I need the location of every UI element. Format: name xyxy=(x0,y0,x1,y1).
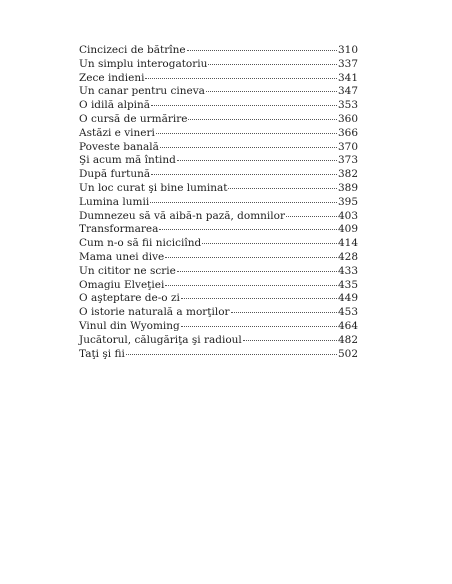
toc-entry xyxy=(79,72,358,86)
toc-entry-title: Transformarea xyxy=(79,223,159,236)
dot-leader xyxy=(243,340,337,341)
toc-entry xyxy=(79,279,358,293)
toc-entry-page: 370 xyxy=(337,140,358,153)
dot-leader xyxy=(228,188,336,189)
toc-entry-title: Omagiu Elveţiei xyxy=(79,278,165,291)
toc-entry xyxy=(79,292,358,306)
toc-entry-page: 310 xyxy=(337,44,358,56)
toc-entry-title: Vinul din Wyoming xyxy=(79,319,180,332)
toc-entry xyxy=(79,154,358,168)
toc-entry-page: 353 xyxy=(337,99,358,112)
toc-entry xyxy=(79,182,358,196)
dot-leader xyxy=(187,50,337,51)
dot-leader xyxy=(156,133,337,134)
toc-entry-title: Zece indieni xyxy=(79,71,145,84)
toc-entry-page: 395 xyxy=(337,195,358,208)
toc-entry-title: Un cititor ne scrie xyxy=(79,264,176,277)
toc-entry-title: Un canar pentru cineva xyxy=(79,85,205,98)
toc-entry xyxy=(79,251,358,265)
toc-entry-page: 449 xyxy=(337,292,358,305)
toc-entry-page: 502 xyxy=(337,347,358,360)
dot-leader xyxy=(151,105,337,106)
toc-entry xyxy=(79,265,358,279)
toc-entry-title: O idilă alpină xyxy=(79,99,151,112)
dot-leader xyxy=(160,147,337,148)
dot-leader xyxy=(206,91,337,92)
toc-entry xyxy=(79,141,358,155)
toc-entry-title: Un simplu interogatoriu xyxy=(79,57,208,70)
toc-entry-page: 366 xyxy=(337,126,358,139)
toc-entry-page: 389 xyxy=(337,181,358,194)
dot-leader xyxy=(126,354,337,355)
toc-entry xyxy=(79,127,358,141)
toc-entry xyxy=(79,99,358,113)
dot-leader xyxy=(181,298,337,299)
toc-entry-title: O istorie naturală a morţilor xyxy=(79,306,230,319)
toc-entry xyxy=(79,320,358,334)
dot-leader xyxy=(165,285,337,286)
toc-entry-page: 453 xyxy=(337,306,358,319)
toc-entry-page: 435 xyxy=(337,278,358,291)
toc-entry-title: O aşteptare de-o zi xyxy=(79,292,180,305)
toc-entry xyxy=(79,58,358,72)
toc-entry-page: 341 xyxy=(337,71,358,84)
toc-entry-title: Jucătorul, călugăriţa şi radioul xyxy=(79,333,242,346)
toc-entry-title: Cincizeci de bătrîne xyxy=(79,44,186,56)
toc-entry xyxy=(79,196,358,210)
toc-entry xyxy=(79,237,358,251)
toc-entry-page: 482 xyxy=(337,333,358,346)
toc-entry-page: 403 xyxy=(337,209,358,222)
dot-leader xyxy=(231,312,337,313)
dot-leader xyxy=(188,119,336,120)
dot-leader xyxy=(159,229,337,230)
toc-entry-page: 382 xyxy=(337,168,358,181)
toc-entry-title: Lumina lumii xyxy=(79,195,150,208)
toc-entry-page: 464 xyxy=(337,319,358,332)
table-of-contents xyxy=(79,44,358,361)
toc-entry-title: Dumnezeu să vă aibă-n pază, domnilor xyxy=(79,209,285,222)
dot-leader xyxy=(165,257,337,258)
toc-entry xyxy=(79,44,358,58)
dot-leader xyxy=(181,326,337,327)
dot-leader xyxy=(286,216,337,217)
dot-leader xyxy=(208,64,337,65)
toc-entry xyxy=(79,306,358,320)
dot-leader xyxy=(202,243,337,244)
toc-entry xyxy=(79,210,358,224)
toc-entry xyxy=(79,334,358,348)
toc-entry-page: 433 xyxy=(337,264,358,277)
dot-leader xyxy=(150,202,337,203)
toc-entry xyxy=(79,168,358,182)
toc-entry-title: Poveste banală xyxy=(79,140,159,153)
dot-leader xyxy=(177,160,337,161)
toc-entry-page: 428 xyxy=(337,250,358,263)
toc-entry-page: 360 xyxy=(337,112,358,125)
dot-leader xyxy=(145,78,336,79)
toc-entry-title: Un loc curat şi bine luminat xyxy=(79,181,228,194)
dot-leader xyxy=(177,271,337,272)
toc-entry-title: Astăzi e vineri xyxy=(79,126,155,139)
toc-entry-page: 409 xyxy=(337,223,358,236)
toc-entry xyxy=(79,85,358,99)
toc-entry xyxy=(79,348,358,362)
dot-leader xyxy=(151,174,337,175)
toc-entry-title: Şi acum mă întind xyxy=(79,154,176,167)
toc-entry-title: Taţi şi fii xyxy=(79,347,125,360)
toc-entry-page: 414 xyxy=(337,237,358,250)
toc-entry-title: După furtună xyxy=(79,168,151,181)
toc-entry-title: O cursă de urmărire xyxy=(79,112,188,125)
toc-entry xyxy=(79,223,358,237)
toc-entry-title: Cum n-o să fii niciciînd xyxy=(79,237,202,250)
toc-entry-page: 373 xyxy=(337,154,358,167)
toc-entry-page: 347 xyxy=(337,85,358,98)
toc-entry-title: Mama unei dive xyxy=(79,250,165,263)
toc-entry xyxy=(79,113,358,127)
toc-entry-page: 337 xyxy=(337,57,358,70)
